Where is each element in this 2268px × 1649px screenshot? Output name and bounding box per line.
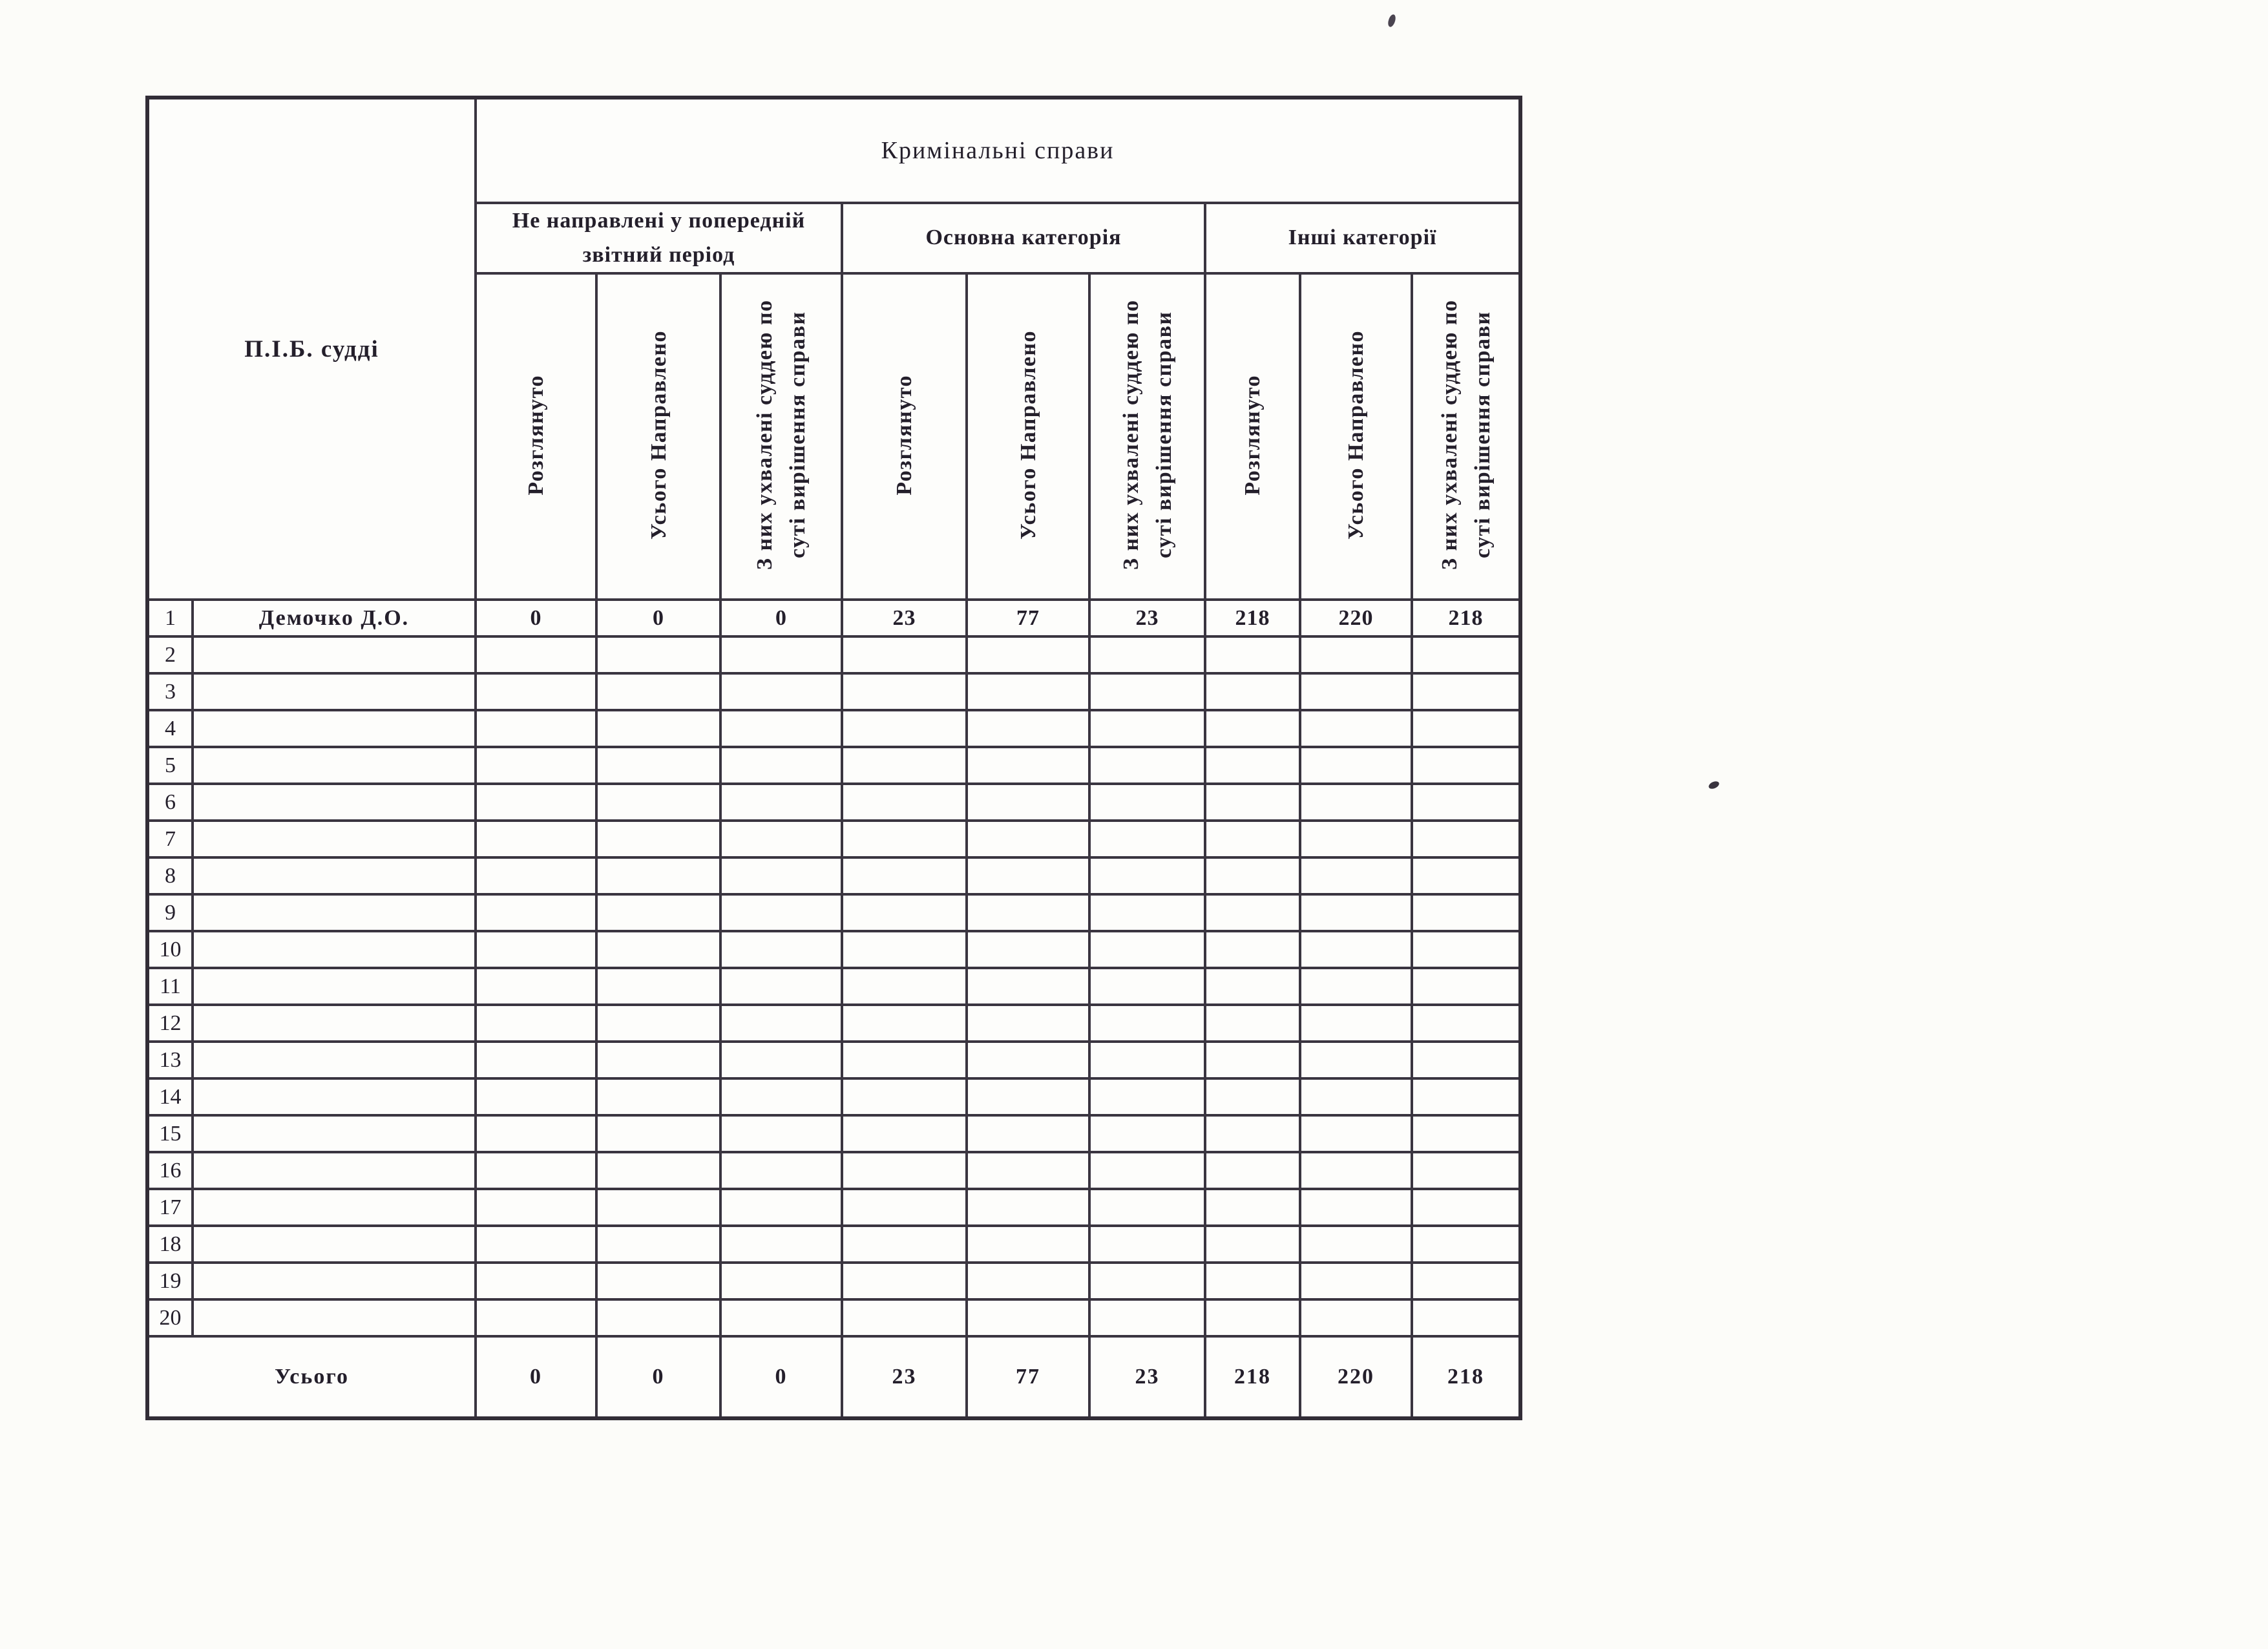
judge-name-cell [193, 636, 476, 673]
row-number-cell: 14 [147, 1078, 193, 1115]
value-cell [1412, 894, 1520, 931]
value-cell [1089, 710, 1205, 747]
judge-name-cell [193, 821, 476, 857]
value-cell [1089, 857, 1205, 894]
table-row [147, 857, 1520, 894]
value-cell [1300, 1189, 1412, 1226]
value-cell [1089, 1042, 1205, 1078]
value-cell [842, 747, 967, 784]
corner-header-judge-name: П.І.Б. судді [147, 98, 476, 600]
value-cell [1300, 1152, 1412, 1189]
value-cell [842, 931, 967, 968]
value-cell [1205, 1226, 1300, 1263]
value-cell [1412, 673, 1520, 710]
value-cell [967, 1299, 1089, 1336]
row-number-cell: 18 [147, 1226, 193, 1263]
table-row [147, 1299, 1520, 1336]
value-cell [1412, 1115, 1520, 1152]
column-header-decided-on-merits: З них ухвалені суддею по суті вирішення справи [720, 273, 842, 600]
value-cell [596, 821, 720, 857]
table-header [147, 98, 1520, 600]
value-cell [842, 1005, 967, 1042]
value-cell [842, 1226, 967, 1263]
value-cell [1205, 1005, 1300, 1042]
value-cell [596, 931, 720, 968]
column-header-considered: Розглянуто [476, 273, 596, 600]
judge-name-cell [193, 1152, 476, 1189]
value-cell [1089, 747, 1205, 784]
total-value: 77 [967, 1336, 1089, 1418]
value-cell [1089, 931, 1205, 968]
value-cell [1412, 1189, 1520, 1226]
value-cell [1300, 1226, 1412, 1263]
value-cell [1089, 1115, 1205, 1152]
value-cell [1412, 1226, 1520, 1263]
row-number-cell: 2 [147, 636, 193, 673]
value-cell [596, 673, 720, 710]
judge-name-cell [193, 1115, 476, 1152]
judge-name-cell [193, 857, 476, 894]
criminal-cases-statistics-table [145, 96, 1522, 1420]
column-header-total-sent: Усього Направлено [596, 273, 720, 600]
table-row [147, 636, 1520, 673]
value-cell [720, 1078, 842, 1115]
value-cell [1089, 784, 1205, 821]
table-row [147, 931, 1520, 968]
scan-speck [1387, 14, 1397, 28]
value-cell [1412, 784, 1520, 821]
value-cell [842, 968, 967, 1005]
row-number-cell: 6 [147, 784, 193, 821]
value-cell [842, 1078, 967, 1115]
value-cell [720, 1152, 842, 1189]
value-cell [1205, 636, 1300, 673]
row-number-cell: 5 [147, 747, 193, 784]
value-cell [1300, 1078, 1412, 1115]
value-cell [1205, 747, 1300, 784]
value-cell [1412, 747, 1520, 784]
value-cell [1300, 636, 1412, 673]
total-row [147, 1336, 1520, 1418]
judge-name-cell [193, 968, 476, 1005]
value-cell [1300, 1299, 1412, 1336]
judge-name-cell [193, 1299, 476, 1336]
column-header-total-sent: Усього Направлено [967, 273, 1089, 600]
value-cell [1089, 1226, 1205, 1263]
row-number-cell: 9 [147, 894, 193, 931]
row-number-cell: 15 [147, 1115, 193, 1152]
total-value: 0 [720, 1336, 842, 1418]
value-cell [967, 1005, 1089, 1042]
value-cell [1089, 821, 1205, 857]
value-cell [720, 1189, 842, 1226]
value-cell [1300, 968, 1412, 1005]
table-row [147, 1042, 1520, 1078]
value-cell [720, 1226, 842, 1263]
judge-name-cell [193, 710, 476, 747]
value-cell [842, 894, 967, 931]
value-cell [842, 1189, 967, 1226]
value-cell [1205, 1263, 1300, 1299]
value-cell [476, 1042, 596, 1078]
row-number-cell: 12 [147, 1005, 193, 1042]
value-cell [842, 1299, 967, 1336]
row-number-cell: 1 [147, 600, 193, 636]
value-cell [1300, 894, 1412, 931]
value-cell [596, 894, 720, 931]
value-cell [476, 747, 596, 784]
value-cell [1089, 1263, 1205, 1299]
value-cell [967, 673, 1089, 710]
value-cell [596, 1115, 720, 1152]
value-cell [1412, 857, 1520, 894]
row-number-cell: 17 [147, 1189, 193, 1226]
value-cell [967, 1042, 1089, 1078]
judge-name-cell [193, 1042, 476, 1078]
total-value: 23 [1089, 1336, 1205, 1418]
value-cell [1089, 968, 1205, 1005]
value-cell [720, 1263, 842, 1299]
value-cell [1089, 894, 1205, 931]
value-cell [476, 968, 596, 1005]
value-cell [1205, 968, 1300, 1005]
value-cell [1300, 710, 1412, 747]
value-cell [596, 747, 720, 784]
value-cell [596, 857, 720, 894]
value-cell [596, 968, 720, 1005]
value-cell [596, 1078, 720, 1115]
value-cell [720, 784, 842, 821]
table-row [147, 1189, 1520, 1226]
value-cell [596, 710, 720, 747]
value-cell [967, 1078, 1089, 1115]
value-cell [967, 1189, 1089, 1226]
value-cell [596, 1152, 720, 1189]
total-label: Усього [147, 1336, 476, 1418]
value-cell [1089, 1152, 1205, 1189]
value-cell [720, 1299, 842, 1336]
judge-name-cell [193, 1226, 476, 1263]
row-number-cell: 4 [147, 710, 193, 747]
value-cell [1412, 1078, 1520, 1115]
total-value: 23 [842, 1336, 967, 1418]
column-header-decided-on-merits: З них ухвалені суддею по суті вирішення справи [1412, 273, 1520, 600]
value-cell: 0 [596, 600, 720, 636]
value-cell [1300, 784, 1412, 821]
value-cell [720, 1042, 842, 1078]
value-cell: 0 [720, 600, 842, 636]
value-cell [720, 857, 842, 894]
value-cell [842, 857, 967, 894]
judge-name-cell [193, 1263, 476, 1299]
table-row [147, 821, 1520, 857]
column-header-total-sent: Усього Направлено [1300, 273, 1412, 600]
value-cell [1205, 1115, 1300, 1152]
value-cell [1300, 857, 1412, 894]
value-cell [1300, 1005, 1412, 1042]
value-cell [1205, 857, 1300, 894]
value-cell [842, 710, 967, 747]
value-cell [596, 784, 720, 821]
value-cell: 218 [1412, 600, 1520, 636]
value-cell [1205, 1189, 1300, 1226]
value-cell [967, 1226, 1089, 1263]
value-cell [720, 710, 842, 747]
value-cell [842, 1263, 967, 1299]
value-cell [967, 1115, 1089, 1152]
value-cell [476, 1005, 596, 1042]
value-cell [720, 931, 842, 968]
table-row [147, 968, 1520, 1005]
value-cell [720, 747, 842, 784]
table-row [147, 673, 1520, 710]
header-row-title [147, 98, 1520, 203]
column-header-considered: Розглянуто [842, 273, 967, 600]
value-cell [1412, 1299, 1520, 1336]
table-row [147, 747, 1520, 784]
value-cell [1412, 968, 1520, 1005]
value-cell [842, 636, 967, 673]
judge-name-cell [193, 784, 476, 821]
table-row [147, 710, 1520, 747]
group-header-not-sent-previous-period: Не направлені у попередній звітний період [476, 203, 842, 273]
table-body [147, 600, 1520, 1336]
value-cell [476, 894, 596, 931]
value-cell [967, 747, 1089, 784]
column-header-decided-on-merits: З них ухвалені суддею по суті вирішення справи [1089, 273, 1205, 600]
value-cell [476, 1226, 596, 1263]
main-header-criminal-cases: Кримінальні справи [476, 98, 1520, 203]
value-cell [1205, 1152, 1300, 1189]
value-cell [842, 1042, 967, 1078]
value-cell [720, 1115, 842, 1152]
value-cell [476, 710, 596, 747]
value-cell [1089, 1189, 1205, 1226]
value-cell [1089, 673, 1205, 710]
row-number-cell: 7 [147, 821, 193, 857]
value-cell [476, 1299, 596, 1336]
value-cell [720, 894, 842, 931]
value-cell [596, 1226, 720, 1263]
value-cell [596, 1263, 720, 1299]
group-header-other-categories: Інші категорії [1205, 203, 1520, 273]
row-number-cell: 16 [147, 1152, 193, 1189]
table-row [147, 1226, 1520, 1263]
value-cell [1089, 1005, 1205, 1042]
judge-name-cell [193, 1078, 476, 1115]
value-cell [476, 673, 596, 710]
value-cell: 23 [842, 600, 967, 636]
table-row [147, 1005, 1520, 1042]
value-cell [476, 636, 596, 673]
value-cell [967, 1263, 1089, 1299]
judge-name-cell [193, 1189, 476, 1226]
row-number-cell: 19 [147, 1263, 193, 1299]
value-cell [1089, 1299, 1205, 1336]
value-cell [476, 821, 596, 857]
judge-name-cell [193, 747, 476, 784]
row-number-cell: 11 [147, 968, 193, 1005]
value-cell [596, 636, 720, 673]
value-cell [720, 1005, 842, 1042]
row-number-cell: 10 [147, 931, 193, 968]
value-cell [1412, 636, 1520, 673]
value-cell [1412, 1042, 1520, 1078]
value-cell: 0 [476, 600, 596, 636]
value-cell [1300, 1115, 1412, 1152]
table-row [147, 600, 1520, 636]
value-cell [476, 784, 596, 821]
value-cell [1412, 931, 1520, 968]
value-cell [842, 1115, 967, 1152]
value-cell [1412, 1263, 1520, 1299]
row-number-cell: 3 [147, 673, 193, 710]
value-cell [1089, 636, 1205, 673]
group-header-main-category: Основна категорія [842, 203, 1205, 273]
value-cell [967, 636, 1089, 673]
judge-name-cell [193, 931, 476, 968]
table-row [147, 784, 1520, 821]
judge-name-cell [193, 673, 476, 710]
value-cell: 220 [1300, 600, 1412, 636]
scan-speck [1708, 780, 1721, 790]
total-value: 218 [1412, 1336, 1520, 1418]
total-value: 0 [476, 1336, 596, 1418]
value-cell [1205, 784, 1300, 821]
value-cell [476, 1078, 596, 1115]
value-cell [1300, 931, 1412, 968]
value-cell [1300, 821, 1412, 857]
value-cell [720, 968, 842, 1005]
table-footer [147, 1336, 1520, 1418]
row-number-cell: 8 [147, 857, 193, 894]
value-cell [1300, 1042, 1412, 1078]
value-cell: 23 [1089, 600, 1205, 636]
value-cell [596, 1299, 720, 1336]
total-value: 220 [1300, 1336, 1412, 1418]
value-cell: 77 [967, 600, 1089, 636]
value-cell [1205, 1078, 1300, 1115]
row-number-cell: 13 [147, 1042, 193, 1078]
judge-name-cell [193, 894, 476, 931]
value-cell [1412, 1152, 1520, 1189]
value-cell [967, 784, 1089, 821]
table-row [147, 1115, 1520, 1152]
value-cell [720, 673, 842, 710]
value-cell [967, 821, 1089, 857]
value-cell [967, 857, 1089, 894]
value-cell [1205, 1299, 1300, 1336]
total-value: 218 [1205, 1336, 1300, 1418]
value-cell [476, 931, 596, 968]
column-header-considered: Розглянуто [1205, 273, 1300, 600]
value-cell [1300, 673, 1412, 710]
value-cell [476, 1189, 596, 1226]
value-cell [476, 1152, 596, 1189]
value-cell [1089, 1078, 1205, 1115]
value-cell [842, 1152, 967, 1189]
value-cell [720, 821, 842, 857]
value-cell [596, 1005, 720, 1042]
value-cell [967, 1152, 1089, 1189]
total-value: 0 [596, 1336, 720, 1418]
value-cell [842, 821, 967, 857]
value-cell [967, 710, 1089, 747]
value-cell [967, 894, 1089, 931]
value-cell [476, 1115, 596, 1152]
value-cell [1300, 747, 1412, 784]
value-cell [1205, 821, 1300, 857]
table-row [147, 1152, 1520, 1189]
value-cell [1412, 710, 1520, 747]
value-cell [842, 673, 967, 710]
table-row [147, 1263, 1520, 1299]
value-cell: 218 [1205, 600, 1300, 636]
value-cell [1205, 673, 1300, 710]
value-cell [1205, 1042, 1300, 1078]
judge-name-cell [193, 1005, 476, 1042]
value-cell [1205, 931, 1300, 968]
value-cell [476, 1263, 596, 1299]
row-number-cell: 20 [147, 1299, 193, 1336]
value-cell [1300, 1263, 1412, 1299]
value-cell [596, 1042, 720, 1078]
table-row [147, 1078, 1520, 1115]
judge-name-cell: Демочко Д.О. [193, 600, 476, 636]
table-row [147, 894, 1520, 931]
value-cell [842, 784, 967, 821]
value-cell [1412, 821, 1520, 857]
value-cell [1205, 710, 1300, 747]
value-cell [967, 931, 1089, 968]
value-cell [1412, 1005, 1520, 1042]
value-cell [596, 1189, 720, 1226]
value-cell [1205, 894, 1300, 931]
value-cell [476, 857, 596, 894]
value-cell [720, 636, 842, 673]
value-cell [967, 968, 1089, 1005]
